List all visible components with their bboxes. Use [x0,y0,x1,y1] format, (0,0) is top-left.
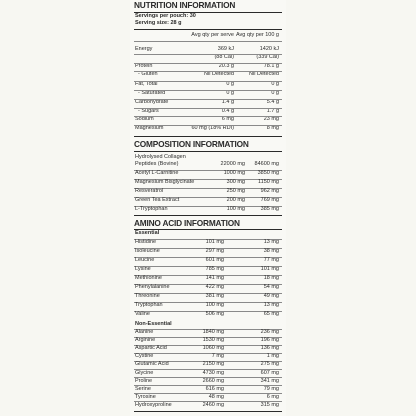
row-per-100g: 1420 kJ [259,46,279,52]
divider [134,116,282,117]
row-label: Glycine [135,369,154,376]
row-label: Protein [135,63,153,69]
row-per-100g: 236 mg [260,329,279,335]
row-per-serve: 100 mg [226,206,245,212]
amino-row [135,249,281,256]
row-per-100g: 13 mg [263,302,279,308]
row-per-serve: 1000 mg [223,170,245,176]
servings-per-pouch: Servings per pouch: 30 [135,13,196,19]
serving-size: Serving size: 28 g [135,20,182,26]
divider [134,71,282,72]
row-label: Tryptophan [135,302,163,308]
row-label: Resveratrol [135,188,164,194]
row-label: Magnesium Bisglycinate [135,179,195,185]
row-per-100g: 196 mg [260,337,279,344]
amino-row [135,403,281,410]
row-label: Leucine [135,257,155,263]
row-per-100g: Nil Detected [249,71,279,77]
row-per-serve: 101 mg [205,239,224,245]
row-per-serve: 369 kJ [217,46,234,52]
row-per-100g: 136 mg [260,345,279,352]
amino-row [135,303,281,310]
row-label: Serine [135,385,151,392]
composition-row [135,198,281,205]
row-per-serve: 100 mg [205,302,224,308]
row-label: Arginine [135,337,156,344]
essential-label: Essential [135,230,160,236]
row-label: Methionine [135,275,162,281]
row-label: L-Tryptophan [135,206,168,212]
row-per-100g: 65 mg [263,311,279,317]
row-per-100g: 54 mg [263,284,279,290]
row-per-100g: 607 mg [260,369,279,376]
nutrition-title: NUTRITION INFORMATION [134,0,236,10]
row-per-100g: 962 mg [260,188,279,194]
amino-row [135,258,281,265]
row-per-100g: (339 Cal) [256,54,279,60]
row-per-serve: 0 g [226,81,234,87]
row-per-serve: 2460 mg [202,401,224,408]
row-per-serve: 4730 mg [202,369,224,376]
row-per-100g: 18 mg [263,275,279,281]
row-label: Proline [135,377,153,384]
row-per-100g: 79 mg [263,385,279,392]
row-per-serve: 0.4 g [221,108,234,114]
divider [134,108,282,109]
row-per-100g: 0 g [271,90,279,96]
row-label: - Sugars [138,108,159,114]
row-label: Fat, Total [135,81,158,87]
row-label: Peptides (Bovine) [135,161,179,167]
amino-row [135,276,281,283]
row-per-serve: 300 mg [226,179,245,185]
row-per-serve: 2660 mg [202,377,224,384]
row-label: Green Tea Extract [135,197,180,203]
composition-row [135,162,281,169]
row-per-100g: 5.4 g [266,99,279,105]
row-label: Energy [135,46,153,52]
row-label: Alanine [135,329,154,335]
nutrition-column-headers [135,33,281,40]
divider [134,90,282,91]
col-serve-header: Avg qty per serve [191,32,234,38]
divider [134,54,282,55]
amino-row [135,240,281,247]
row-per-100g: 23 mg [263,116,279,122]
row-per-100g: 341 mg [260,377,279,384]
row-per-100g: 77 mg [263,257,279,263]
amino-title: AMINO ACID INFORMATION [134,218,240,228]
divider [134,411,282,412]
row-label: Glutamic Acid [135,361,169,368]
nutrition-row [135,72,281,79]
row-per-100g: 38 mg [263,248,279,254]
row-per-serve: 7 mg [211,353,224,360]
row-per-serve: 1060 mg [202,345,224,352]
row-per-100g: 275 mg [260,361,279,368]
nutrition-row [135,126,281,133]
row-label: Phenylalanine [135,284,170,290]
row-per-serve: Nil Detected [204,71,234,77]
row-label: Isoleucine [135,248,160,254]
row-per-100g: 1.7 g [266,108,279,114]
row-per-serve: 22000 mg [220,161,245,167]
divider [134,125,282,126]
row-label: Hydrolysed Collagen [135,154,186,160]
row-per-serve: 1530 mg [202,337,224,344]
nutrition-row [135,55,281,62]
row-label: Acetyl L-Carnitine [135,170,179,176]
row-label: Aspartic Acid [135,345,167,352]
row-per-serve: 200 mg [226,197,245,203]
row-label: Sodium [135,116,154,122]
row-label: Tyrosine [135,393,156,400]
row-per-100g: 8 mg [266,125,279,131]
composition-row [135,207,281,214]
row-label: Carbohydrate [135,99,169,105]
amino-row [135,294,281,301]
row-per-serve: 6 mg [221,116,234,122]
row-per-100g: 769 mg [260,197,279,203]
row-per-100g: 315 mg [260,401,279,408]
row-label: Lysine [135,266,151,272]
row-per-serve: 141 mg [205,275,224,281]
divider [134,136,282,137]
row-per-100g: 78.1 g [263,63,279,69]
divider [134,81,282,82]
row-per-serve: 297 mg [205,248,224,254]
row-per-serve: 601 mg [205,257,224,263]
composition-row [135,180,281,187]
row-per-serve: 2150 mg [202,361,224,368]
divider [134,353,282,354]
divider [134,41,282,42]
row-per-100g: 1150 mg [258,179,279,185]
row-per-100g: 1 mg [266,353,279,360]
nutrition-row [135,82,281,89]
row-per-serve: 422 mg [205,284,224,290]
row-label: Hydroxyproline [135,401,172,408]
divider [134,29,282,30]
row-per-serve: 1.4 g [221,99,234,105]
row-per-100g: 385 mg [260,206,279,212]
row-per-serve: 381 mg [205,293,224,299]
composition-row [135,171,281,178]
row-per-serve: 250 mg [226,188,245,194]
row-per-serve: 506 mg [205,311,224,317]
row-label: Valine [135,311,150,317]
nutrition-row [135,91,281,98]
row-per-serve: 1840 mg [202,329,224,335]
row-per-serve: 0 g [226,90,234,96]
row-label: Histidine [135,239,157,245]
row-label: Magnesium [135,125,164,131]
row-per-serve: 20.3 g [218,63,234,69]
divider [134,99,282,100]
col-100g-header: Avg qty per 100 g [235,32,279,38]
row-per-serve: 60 mg (18% RDI) [191,125,234,131]
supplement-facts-panel [130,0,286,416]
nutrition-row [135,117,281,124]
amino-row [135,267,281,274]
row-per-serve: 616 mg [205,385,224,392]
row-per-100g: 49 mg [263,293,279,299]
row-per-100g: 6 mg [266,393,279,400]
amino-row [135,285,281,292]
row-per-serve: 785 mg [205,266,224,272]
row-label: Cystine [135,353,154,360]
divider [134,63,282,64]
row-per-100g: 84600 mg [254,161,279,167]
row-label: Threonine [135,293,160,299]
row-per-serve: (88 Cal) [214,54,234,60]
row-per-100g: 3850 mg [257,170,279,176]
divider [134,393,282,394]
row-label: - Saturated [138,90,166,96]
composition-row [135,189,281,196]
nutrition-row [135,100,281,107]
divider [134,151,282,152]
composition-title: COMPOSITION INFORMATION [134,139,249,149]
row-per-serve: 48 mg [208,393,224,400]
row-label: - Gluten [138,71,158,77]
nonessential-label: Non-Essential [135,321,172,327]
amino-row [135,312,281,319]
row-per-100g: 0 g [271,81,279,87]
row-per-100g: 13 mg [263,239,279,245]
row-per-100g: 101 mg [260,266,279,272]
divider [134,215,282,216]
